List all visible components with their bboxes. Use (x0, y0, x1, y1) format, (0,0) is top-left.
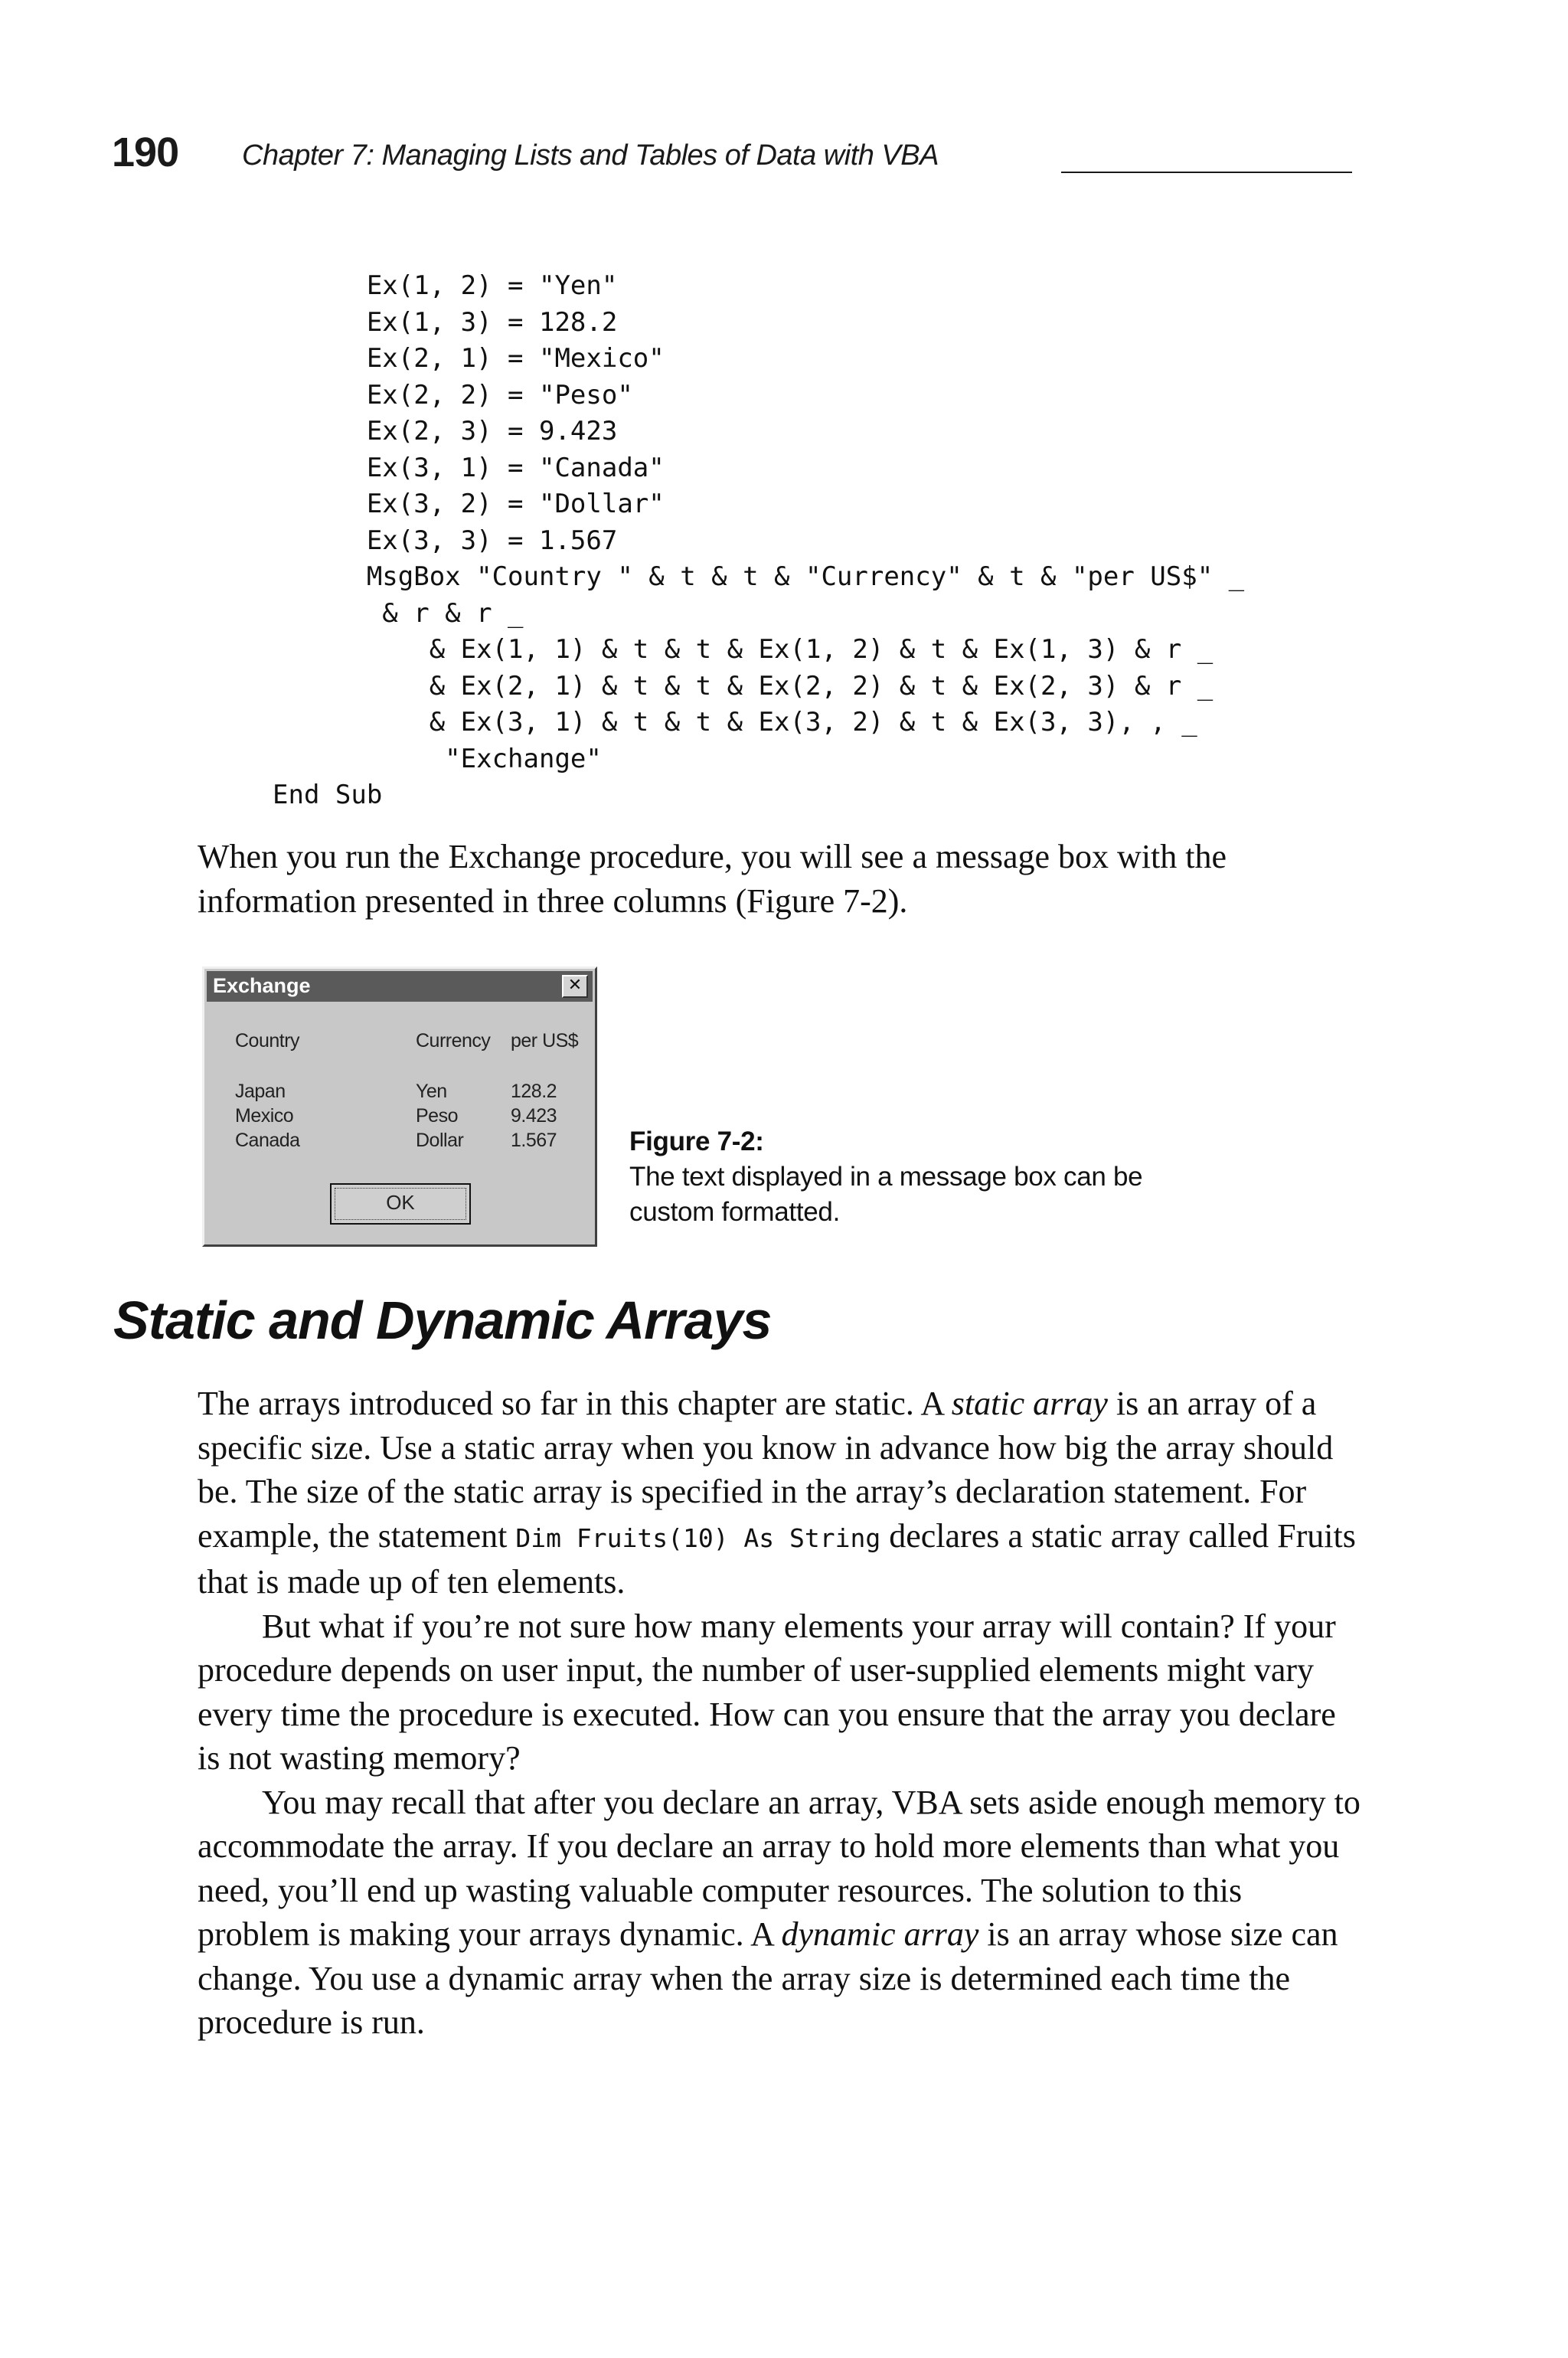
code-line: & Ex(3, 1) & t & t & Ex(3, 2) & t & Ex(3, 3), , _ (273, 707, 1197, 737)
dialog-header-country: Country (235, 1030, 300, 1051)
dialog-cell-country: Canada (235, 1130, 300, 1151)
figure-caption (629, 1124, 1211, 1230)
dialog-cell-rate: 9.423 (511, 1105, 557, 1127)
chapter-title: Chapter 7: Managing Lists and Tables of Data with VBA (242, 139, 939, 172)
code-line: Ex(2, 3) = 9.423 (273, 416, 618, 446)
code-line: Ex(1, 2) = "Yen" (273, 270, 618, 301)
text-run: declares a static array called Fruits that is made up of ten elements. (198, 1516, 1356, 1601)
close-icon[interactable]: ✕ (562, 975, 588, 998)
text-run: is an array whose size can change. You use a dynamic array when the array size is determined each time the procedure is run. (198, 1915, 1338, 2041)
inline-code: Dim Fruits(10) As String (515, 1522, 881, 1553)
code-line: & Ex(1, 1) & t & t & Ex(1, 2) & t & Ex(1, 3) & r _ (273, 634, 1214, 665)
dialog-cell-rate: 128.2 (511, 1081, 557, 1102)
code-line: Ex(3, 1) = "Canada" (273, 452, 665, 483)
dialog-cell-currency: Dollar (416, 1130, 464, 1151)
dialog-header-per-us: per US$ (511, 1030, 579, 1051)
dialog-title: Exchange (213, 974, 311, 997)
header-rule (1061, 172, 1352, 173)
dialog-title-bar (207, 971, 593, 1002)
code-line: & r & r _ (273, 597, 524, 629)
intro-paragraph: When you run the Exchange procedure, you will see a message box with the information presented in three columns (Figure 7-2). (198, 838, 1227, 920)
code-line: Ex(3, 2) = "Dollar" (273, 489, 665, 519)
code-line: Ex(1, 3) = 128.2 (273, 306, 618, 338)
text-run: The arrays introduced so far in this chapter are static. A (198, 1385, 952, 1422)
section-body (198, 1382, 1361, 2045)
text-run: You may recall that after you declare an array, VBA sets aside enough memory to accommodate the array. If you declare an array to hold more elements than what you need, you’ll end up wasting valuable computer resources. The solution to this problem is making your arrays dynamic. A (198, 1783, 1361, 1953)
caption-label: Figure 7-2: (629, 1127, 764, 1156)
code-line: & Ex(2, 1) & t & t & Ex(2, 2) & t & Ex(2, 3) & r _ (273, 670, 1214, 702)
dialog-cell-currency: Peso (416, 1105, 458, 1127)
exchange-message-box (202, 966, 597, 1247)
text-run: is an array of a specific size. Use a static array when you know in advance how big the array should be. The size of the static array is specified in the array’s declaration statement. For example, the statement (198, 1385, 1334, 1555)
dialog-cell-country: Mexico (235, 1105, 294, 1127)
code-line: Ex(3, 3) = 1.567 (273, 525, 618, 556)
running-header (112, 123, 1352, 184)
term-static-array: static array (951, 1385, 1108, 1422)
paragraph-user-input: But what if you’re not sure how many elements your array will contain? If your procedure depends on user input, the number of user-supplied elements might vary every time the procedure is executed. How can you ensure that the array you declare is not wasting memory? (198, 1607, 1336, 1777)
term-dynamic-array: dynamic array (781, 1915, 979, 1953)
dialog-cell-currency: Yen (416, 1081, 447, 1102)
dialog-header-currency: Currency (416, 1030, 491, 1051)
page-number: 190 (112, 129, 179, 175)
paragraph-static-array (198, 1382, 1361, 1604)
section-heading: Static and Dynamic Arrays (113, 1290, 772, 1350)
code-line: MsgBox "Country " & t & t & "Currency" & t & "per US$" _ (273, 561, 1245, 592)
code-listing (273, 268, 1244, 814)
code-line: Ex(2, 2) = "Peso" (273, 379, 633, 410)
ok-button[interactable]: OK (330, 1183, 471, 1225)
code-line: End Sub (273, 780, 383, 810)
dialog-cell-country: Japan (235, 1081, 286, 1102)
dialog-cell-rate: 1.567 (511, 1130, 557, 1151)
code-line: "Exchange" (273, 743, 602, 774)
code-line: Ex(2, 1) = "Mexico" (273, 343, 665, 374)
paragraph-dynamic-array (198, 1781, 1361, 2045)
caption-text: The text displayed in a message box can be custom formatted. (629, 1162, 1143, 1227)
figure-7-2 (202, 966, 600, 1250)
